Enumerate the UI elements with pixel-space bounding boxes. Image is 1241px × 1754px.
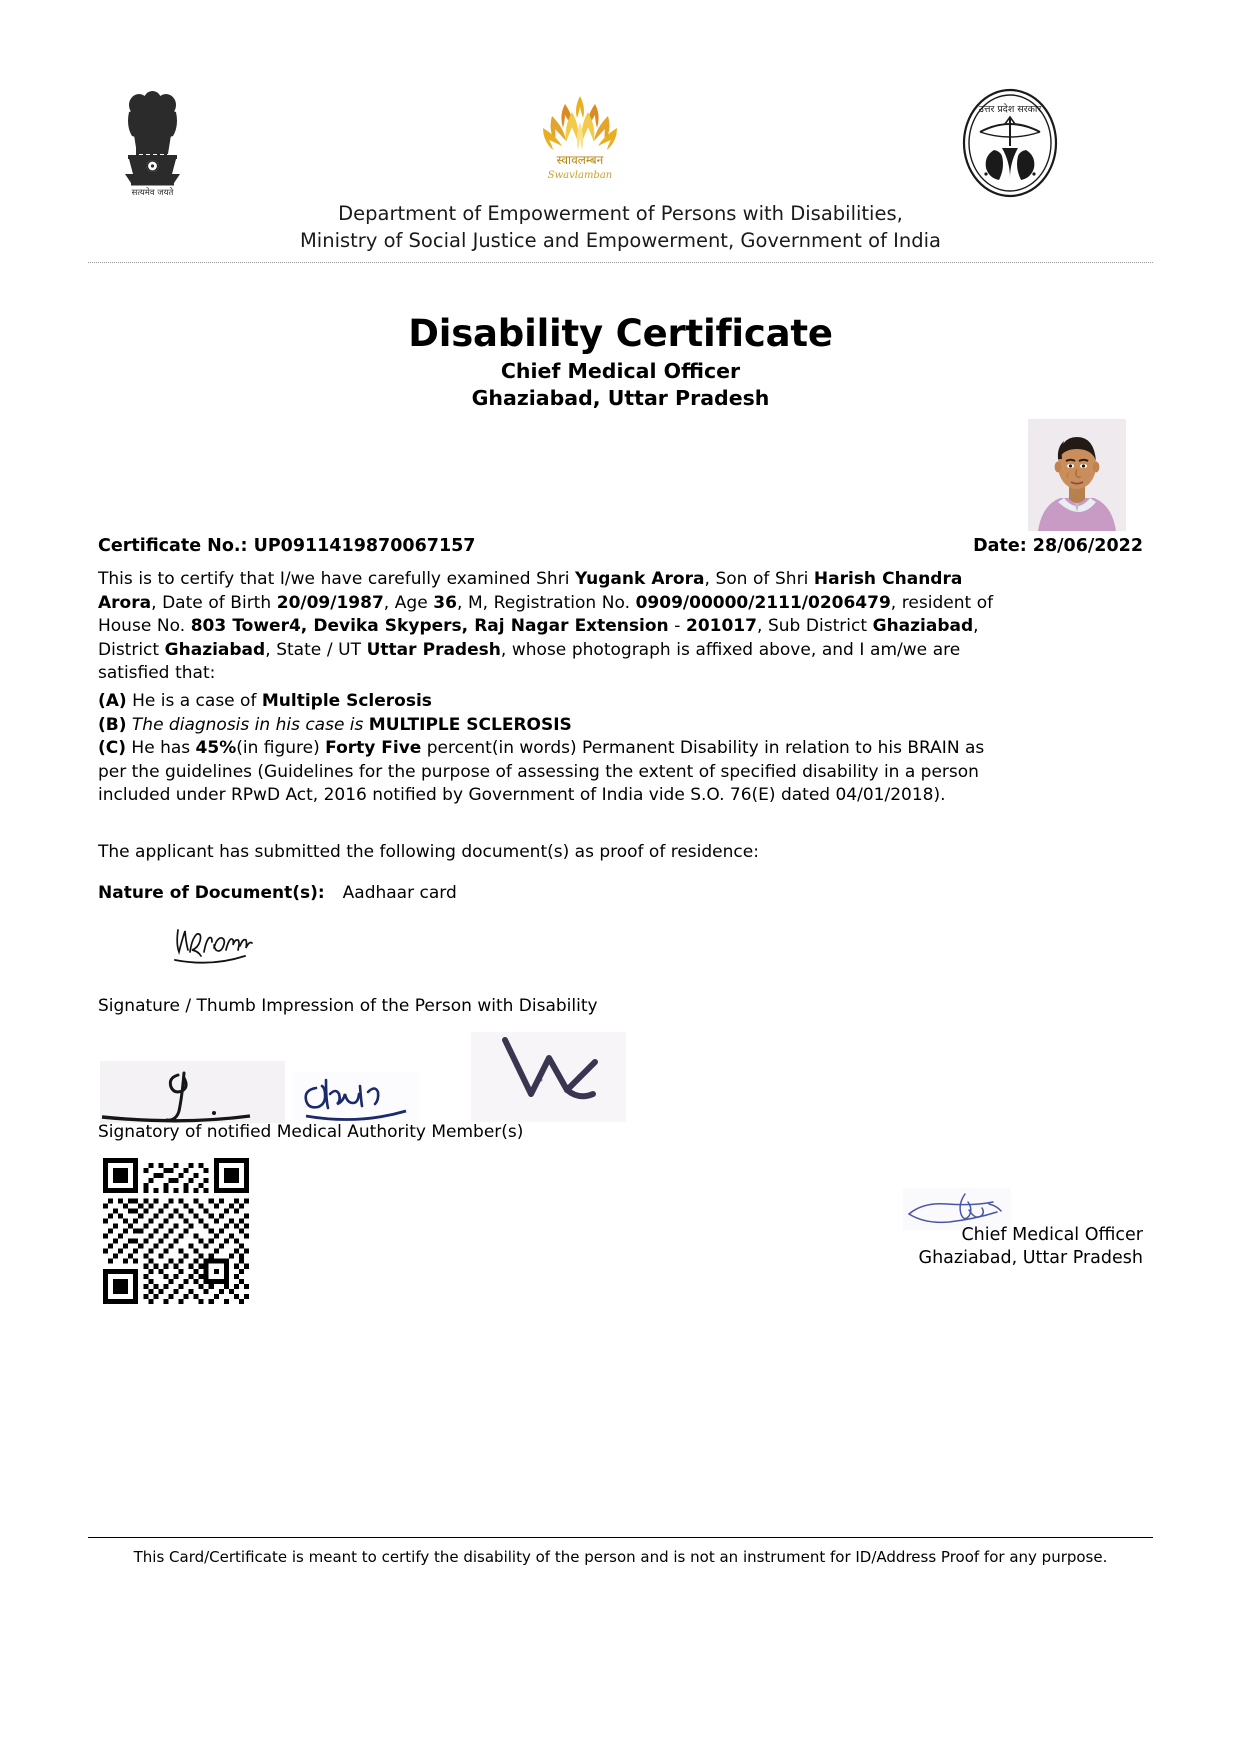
father-prefix: , Son of Shri <box>704 569 814 589</box>
clause-a-text: He is a case of <box>126 691 262 711</box>
page-title: Disability Certificate <box>408 312 833 355</box>
certificate-meta-row <box>98 536 1143 556</box>
clause-c-text-3: percent(in words) Permanent Disability in relation to his BRAIN as per the guidelines (Guidelines for the purpose of assessing the extent of specified disability in a person included under RPwD Act, 2016 notified by Government of India vide S.O. 76(E) dated 04/01/2018). <box>98 738 985 805</box>
clause-b-tag: (B) <box>98 714 127 735</box>
certificate-date-label: Date: <box>973 536 1027 556</box>
certificate-date-value: 28/06/2022 <box>1032 536 1143 556</box>
clause-c-text-1: He has <box>126 738 196 758</box>
applicant-signature-label: Signature / Thumb Impression of the Person with Disability <box>98 996 598 1016</box>
nature-of-document-value: Aadhaar card <box>342 883 457 903</box>
clause-b-diagnosis: MULTIPLE SCLEROSIS <box>368 714 572 735</box>
clause-a-tag: (A) <box>98 691 127 711</box>
certificate-number-value: UP0911419870067157 <box>253 536 476 556</box>
sub-district-value: Ghaziabad <box>872 616 974 636</box>
emblem-row <box>95 88 1095 198</box>
qr-code[interactable] <box>103 1158 249 1304</box>
ashoka-emblem-icon <box>105 88 200 198</box>
closing-text: , whose photograph is affixed above, and I am/we are satisfied that: <box>98 639 961 683</box>
department-title <box>0 200 1241 254</box>
certificate-date <box>973 536 1143 556</box>
authority-location: Ghaziabad, Uttar Pradesh <box>471 386 770 410</box>
medical-authority-signature-3 <box>471 1032 626 1122</box>
pin-separator: - <box>668 616 686 636</box>
applicant-photo <box>1028 419 1126 531</box>
cmo-title-line: Chief Medical Officer <box>961 1225 1143 1245</box>
medical-authority-signature-1 <box>100 1061 285 1123</box>
nature-of-document-label: Nature of Document(s): <box>98 883 325 903</box>
certificate-number-label: Certificate No.: <box>98 536 248 556</box>
age-value: 36 <box>433 592 457 613</box>
footer-divider <box>88 1537 1153 1538</box>
header-divider <box>88 262 1153 263</box>
medical-authority-signature-label: Signatory of notified Medical Authority Member(s) <box>98 1122 524 1142</box>
authority-name: Chief Medical Officer <box>500 359 741 383</box>
certificate-number <box>98 536 475 556</box>
gender-value: , M, <box>456 592 494 613</box>
medical-authority-signature-2 <box>292 1072 420 1124</box>
registration-label: Registration No. <box>493 592 636 613</box>
clause-b-text: The diagnosis in his case is <box>126 714 369 735</box>
department-line-1: Department of Empowerment of Persons with Disabilities, <box>338 202 903 225</box>
registration-number: 0909/00000/2111/0206479 <box>635 592 891 613</box>
uttar-pradesh-emblem-icon <box>950 88 1070 198</box>
state-label: , State / UT <box>265 639 367 660</box>
dob-prefix: , Date of Birth <box>151 592 277 613</box>
district-label: , District <box>98 616 979 660</box>
swavlamban-logo-icon <box>525 88 635 188</box>
state-value: Uttar Pradesh <box>366 639 501 660</box>
issuing-authority-title <box>0 358 1241 412</box>
disability-percentage: 45% <box>195 738 237 758</box>
date-of-birth: 20/09/1987 <box>276 592 384 613</box>
age-prefix: , Age <box>383 592 434 613</box>
clause-c-tag: (C) <box>98 738 127 758</box>
residence-proof-intro: The applicant has submitted the following document(s) as proof of residence: <box>98 842 759 862</box>
medical-authority-signatures <box>100 1032 640 1122</box>
nature-of-document-row <box>98 877 1014 910</box>
applicant-signature <box>168 922 278 970</box>
chief-medical-officer-block <box>919 1224 1143 1270</box>
clause-a-condition: Multiple Sclerosis <box>261 691 432 711</box>
findings-clauses <box>98 690 1014 808</box>
svg-text:स्वावलम्बन: स्वावलम्बन <box>556 153 604 167</box>
certification-paragraph <box>98 568 1014 686</box>
clause-c-text-2: (in figure) <box>236 738 326 758</box>
pincode: 201017 <box>685 616 757 636</box>
applicant-name: Yugank Arora <box>575 569 705 589</box>
cmo-location-line: Ghaziabad, Uttar Pradesh <box>918 1248 1143 1268</box>
clause-c <box>98 737 1014 808</box>
clause-b <box>98 714 1014 738</box>
residence-address: 803 Tower4, Devika Skypers, Raj Nagar Extension <box>190 616 669 636</box>
father-name: Harish Chandra Arora <box>98 569 963 613</box>
sub-district-label: , Sub District <box>756 616 873 636</box>
clause-a <box>98 690 1014 714</box>
district-value: Ghaziabad <box>164 639 266 660</box>
department-line-2: Ministry of Social Justice and Empowerment, Government of India <box>299 229 941 252</box>
footer-disclaimer: This Card/Certificate is meant to certify the disability of the person and is not an instrument for ID/Address Proof for any purpose. <box>133 1548 1108 1566</box>
svg-text:सत्यमेव जयते: सत्यमेव जयते <box>131 188 174 198</box>
svg-text:Swavlamban: Swavlamban <box>547 170 613 181</box>
disability-percentage-words: Forty Five <box>325 738 422 758</box>
residence-proof-section <box>98 836 1014 910</box>
address-prefix: , resident of House No. <box>98 592 994 636</box>
svg-text:उत्तर प्रदेश सरकार: उत्तर प्रदेश सरकार <box>978 104 1042 115</box>
intro-text: This is to certify that I/we have carefully examined Shri <box>98 569 576 589</box>
